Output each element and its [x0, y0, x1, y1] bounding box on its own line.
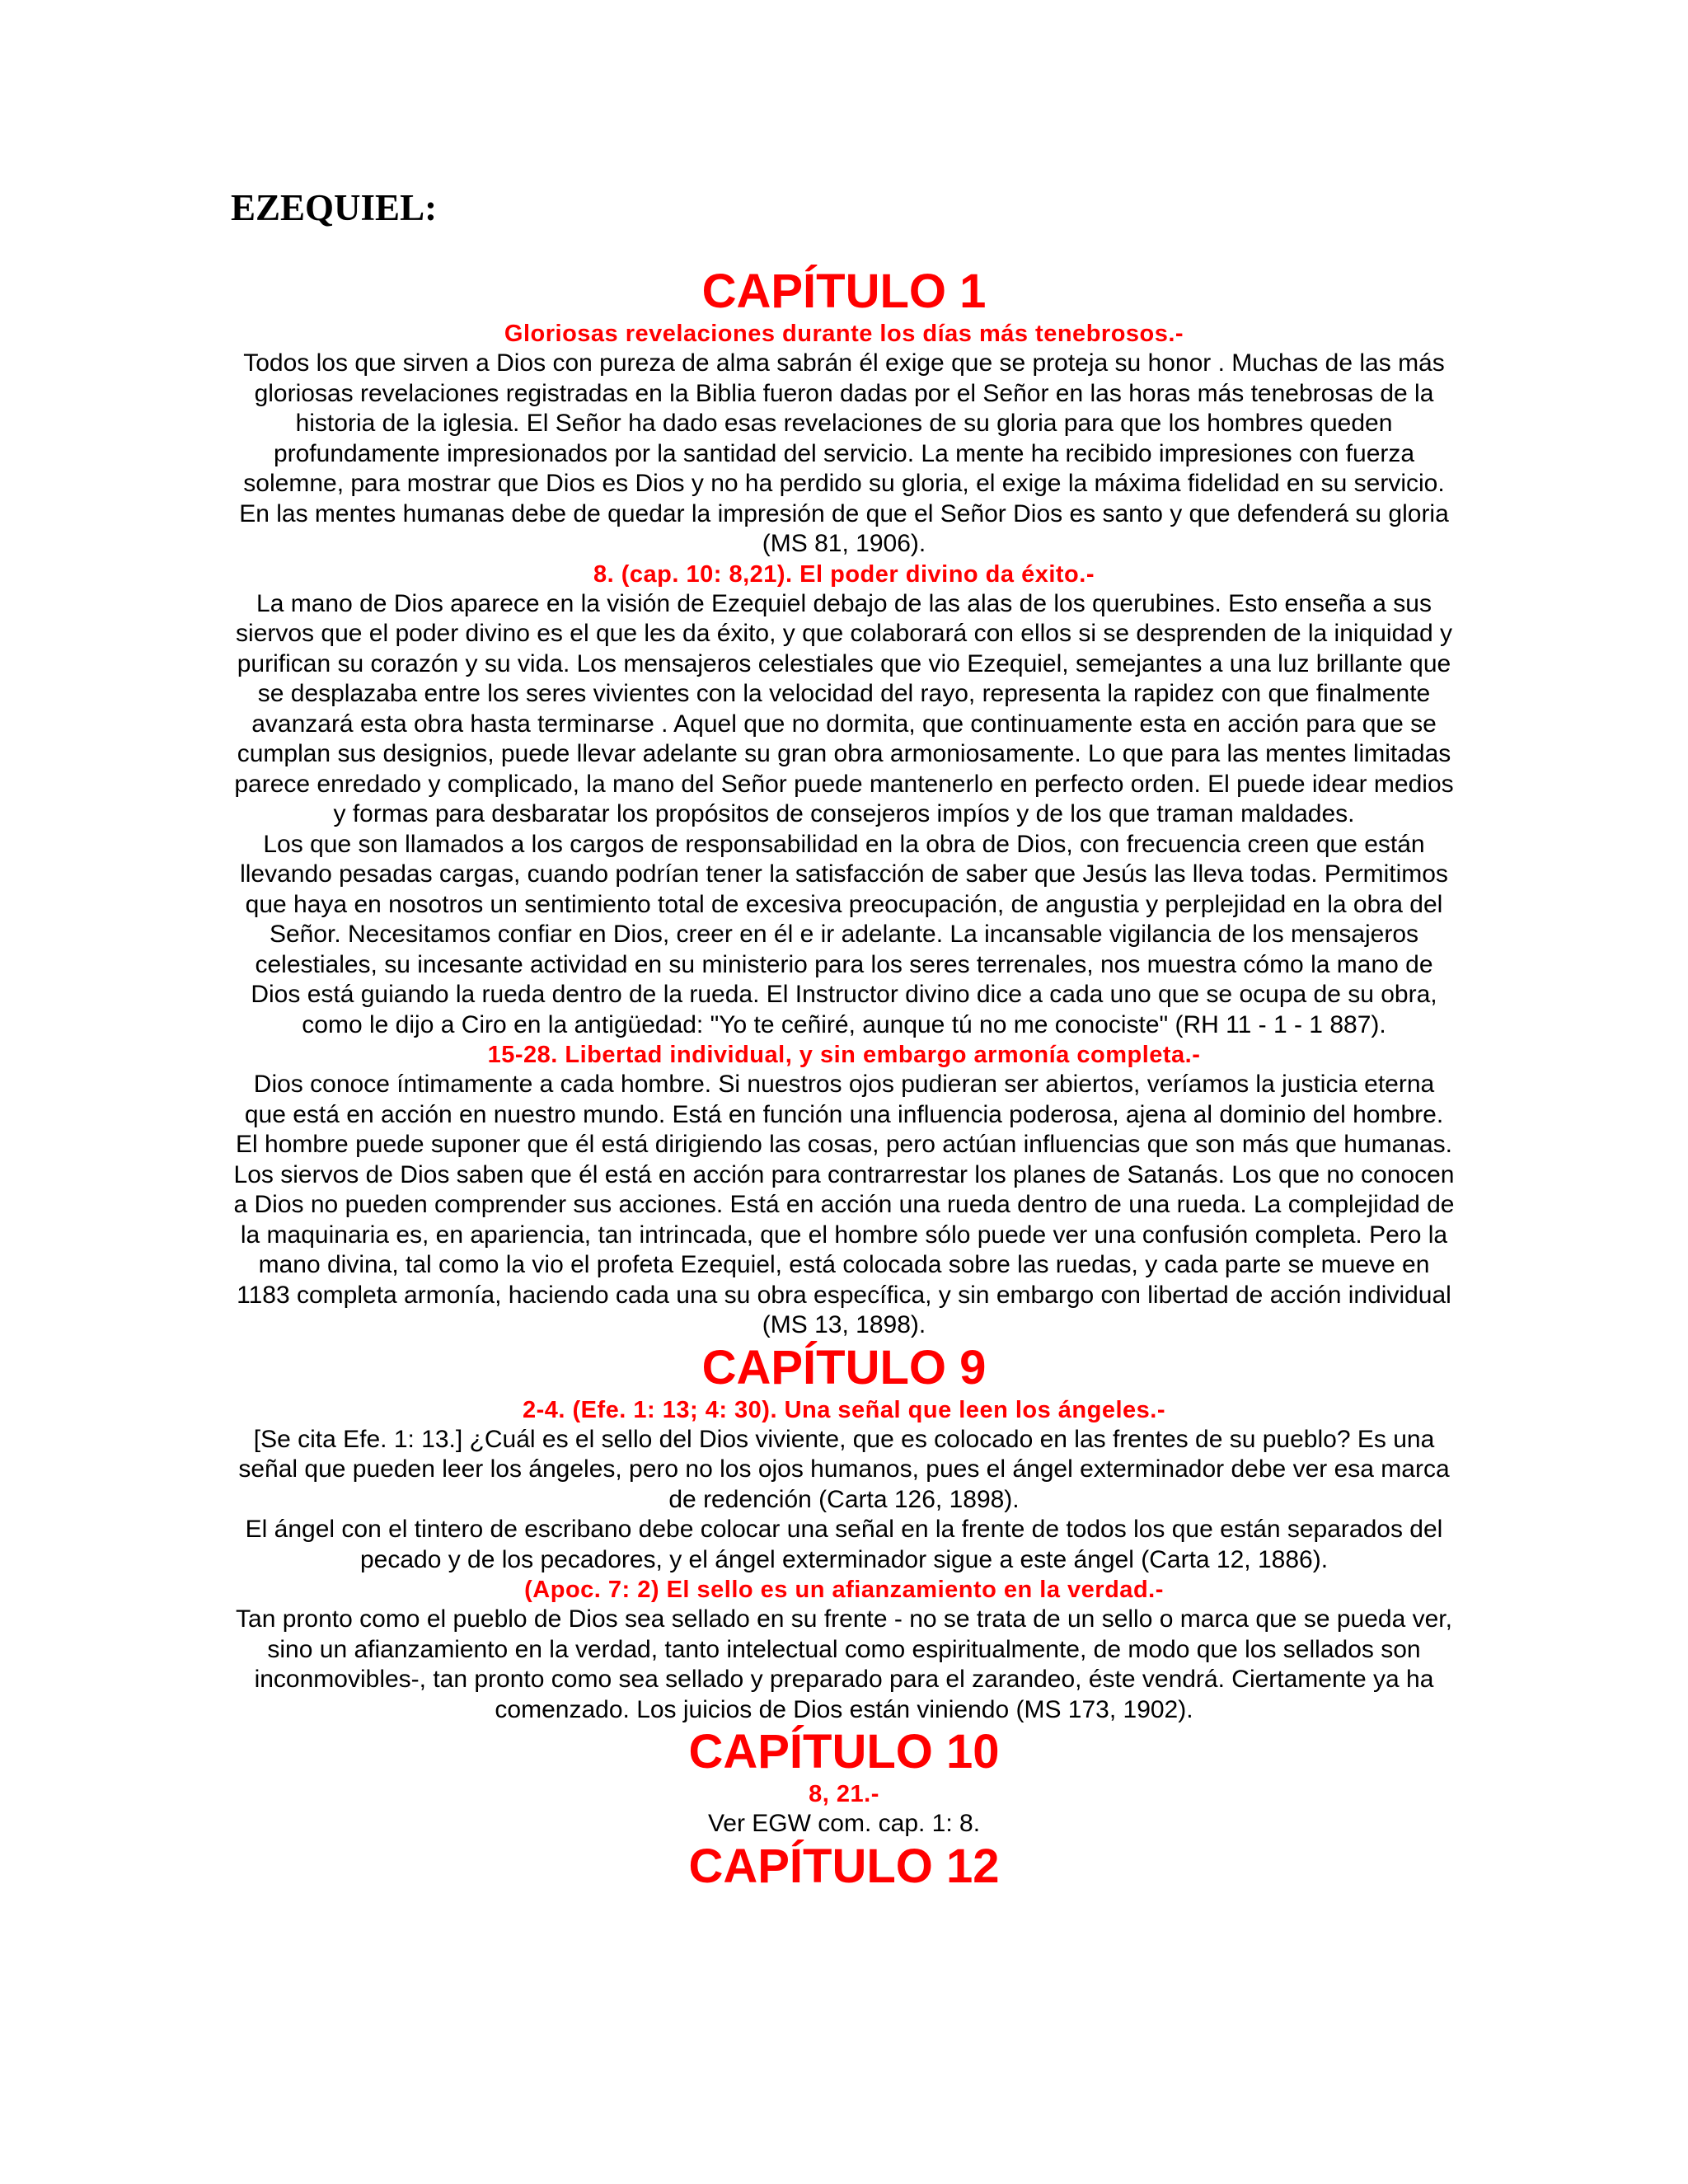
section-subheading: 8, 21.- — [809, 1781, 879, 1807]
body-paragraph: Ver EGW com. cap. 1: 8. — [707, 1810, 981, 1837]
chapter-heading: CAPÍTULO 10 — [688, 1725, 1000, 1779]
document-page — [231, 185, 1457, 1894]
section-subheading: 8. (cap. 10: 8,21). El poder divino da éxito.- — [593, 560, 1095, 588]
chapter-section — [231, 1341, 1457, 1726]
body-paragraph: Todos los que sirven a Dios con pureza de alma sabrán él exige que se proteja su honor . Muchas de las más gloriosas revelaciones registradas en la Biblia fueron dadas por el Señor en las horas más tenebrosas de la historia de la iglesia. El Señor ha dado esas revelaciones de su gloria para que los hombres queden profundamente impresionados por la santidad del servicio. La mente ha recibido impresiones con fuerza solemne, para mostrar que Dios es Dios y no ha perdido su gloria, el exige la máxima fidelidad en su servicio. En las mentes humanas debe de quedar la impresión de que el Señor Dios es santo y que defenderá su gloria (MS 81, 1906). — [239, 349, 1449, 557]
chapter-heading: CAPÍTULO 12 — [688, 1839, 1000, 1893]
chapter-section — [231, 265, 1457, 1341]
document-title: EZEQUIEL: — [231, 187, 438, 228]
chapter-section — [231, 1725, 1457, 1840]
section-subheading: 15-28. Libertad individual, y sin embargo armonía completa.- — [487, 1042, 1201, 1068]
body-paragraph: La mano de Dios aparece en la visión de Ezequiel debajo de las alas de los querubines. Esto enseña a sus siervos que el poder divino es el que les da éxito, y que colaborará con ellos si se desprenden de la iniquidad y purifican su corazón y su vida. Los mensajeros celestiales que vio Ezequiel, semejantes a una luz brillante que se desplazaba entre los seres vivientes con la velocidad del rayo, representa la rapidez con que finalmente avanzará esta obra hasta terminarse . Aquel que no dormita, que continuamente esta en acción para que se cumplan sus designios, puede llevar adelante su gran obra armoniosamente. Lo que para las mentes limitadas parece enredado y complicado, la mano del Señor puede mantenerlo en perfecto orden. El puede idear medios y formas para desbaratar los propósitos de consejeros impíos y de los que traman maldades. — [234, 589, 1454, 827]
body-paragraph: [Se cita Efe. 1: 13.] ¿Cuál es el sello del Dios viviente, que es colocado en las frentes de su pueblo? Es una señal que pueden leer los ángeles, pero no los ojos humanos, pues el ángel exterminador debe ver esa marca de redención (Carta 126, 1898). — [238, 1425, 1450, 1513]
body-paragraph: Tan pronto como el pueblo de Dios sea sellado en su frente - no se trata de un sello o marca que se pueda ver, sino un afianzamiento en la verdad, tanto intelectual como espiritualmente, de modo que los sellados son inconmovibles-, tan pronto como sea sellado y preparado para el zarandeo, éste vendrá. Ciertamente ya ha comenzado. Los juicios de Dios están viniendo (MS 173, 1902). — [236, 1605, 1452, 1723]
body-paragraph: Dios conoce íntimamente a cada hombre. Si nuestros ojos pudieran ser abiertos, veríamos la justicia eterna que está en acción en nuestro mundo. Está en función una influencia poderosa, ajena al dominio del hombre. El hombre puede suponer que él está dirigiendo las cosas, pero actúan influencias que son más que humanas. Los siervos de Dios saben que él está en acción para contrarrestar los planes de Satanás. Los que no conocen a Dios no pueden comprender sus acciones. Está en acción una rueda dentro de una rueda. La complejidad de la maquinaria es, en apariencia, tan intrincada, que el hombre sólo puede ver una confusión completa. Pero la mano divina, tal como la vio el profeta Ezequiel, está colocada sobre las ruedas, y cada parte se mueve en 1183 completa armonía, haciendo cada una su obra específica, y sin embargo con libertad de acción individual (MS 13, 1898). — [233, 1071, 1455, 1338]
body-paragraph: El ángel con el tintero de escribano debe colocar una señal en la frente de todos los que están separados del pecado y de los pecadores, y el ángel exterminador sigue a este ángel (Carta 12, 1886). — [245, 1516, 1443, 1573]
section-subheading: 2-4. (Efe. 1: 13; 4: 30). Una señal que leen los ángeles.- — [522, 1396, 1166, 1423]
section-subheading: (Apoc. 7: 2) El sello es un afianzamiento en la verdad.- — [524, 1577, 1164, 1603]
body-paragraph: Los que son llamados a los cargos de responsabilidad en la obra de Dios, con frecuencia creen que están llevando pesadas cargas, cuando podrían tener la satisfacción de saber que Jesús las lleva todas. Permitimos que haya en nosotros un sentimiento total de excesiva preocupación, de angustia y perplejidad en la obra del Señor. Necesitamos confiar en Dios, creer en él e ir adelante. La incansable vigilancia de los mensajeros celestiales, su incesante actividad en su ministerio para los seres terrenales, nos muestra cómo la mano de Dios está guiando la rueda dentro de la rueda. El Instructor divino dice a cada uno que se ocupa de su obra, como le dijo a Ciro en la antigüedad: "Yo te ceñiré, aunque tú no me conociste" (RH 11 - 1 - 1 887). — [240, 830, 1448, 1038]
chapter-heading: CAPÍTULO 1 — [701, 265, 987, 318]
chapter-heading: CAPÍTULO 9 — [701, 1340, 987, 1394]
chapter-section — [231, 1840, 1457, 1894]
section-subheading: Gloriosas revelaciones durante los días más tenebrosos.- — [504, 321, 1184, 347]
